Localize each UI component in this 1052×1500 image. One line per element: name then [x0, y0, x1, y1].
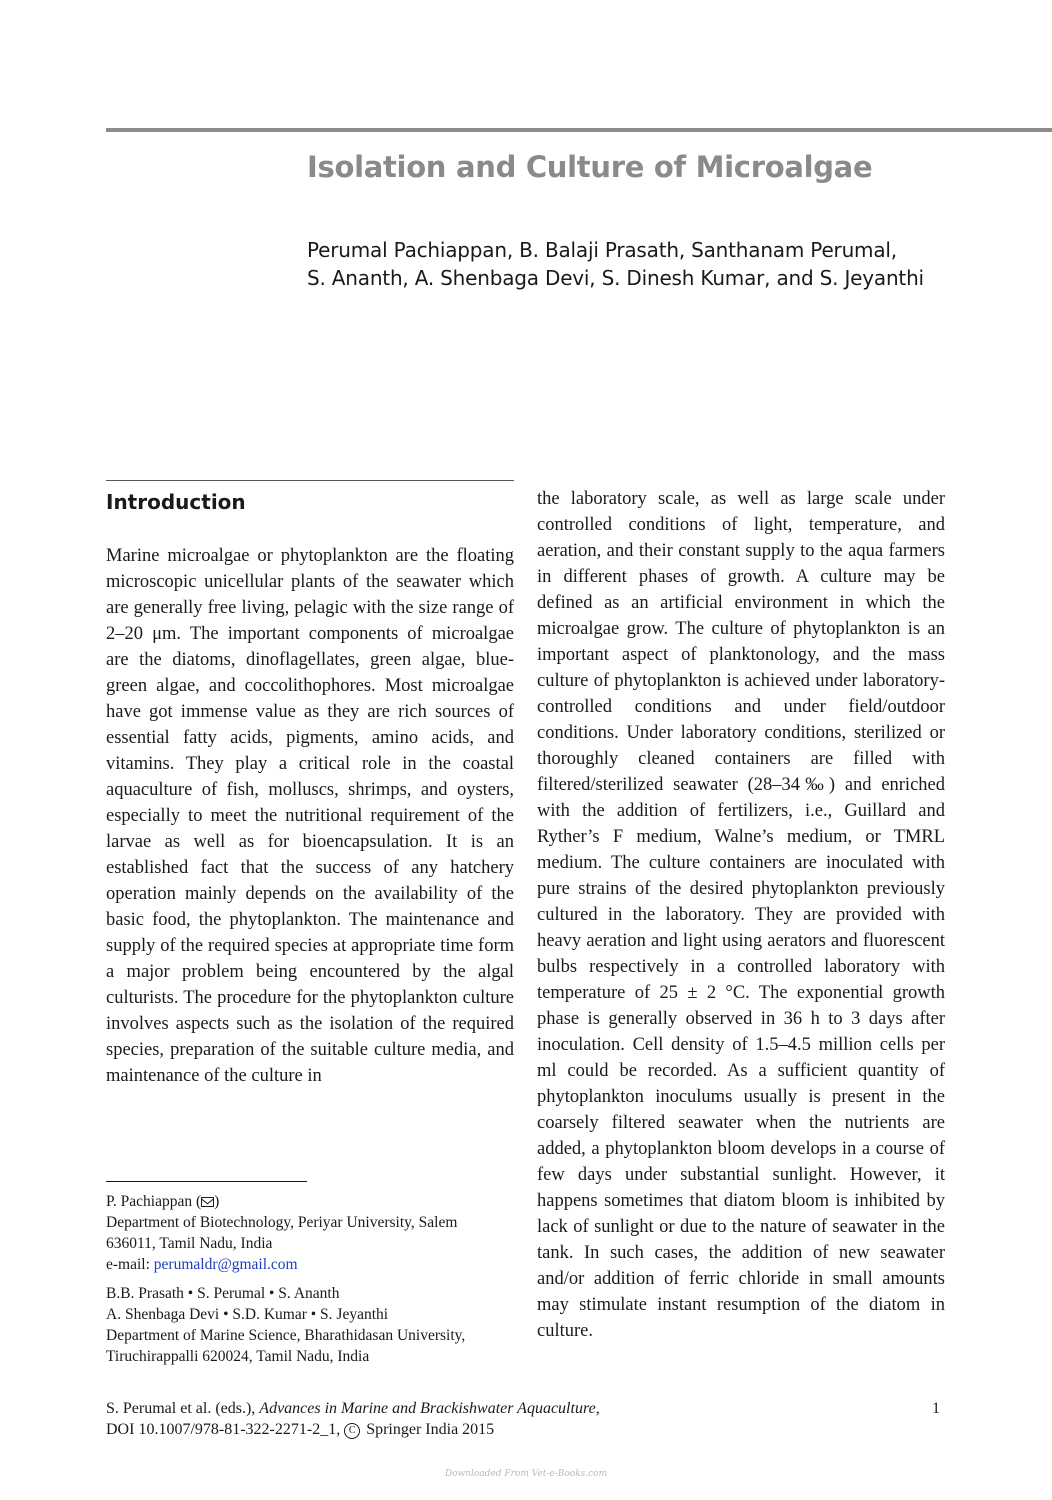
envelope-icon[interactable]	[201, 1197, 214, 1207]
book-title: Advances in Marine and Brackishwater Aquaculture	[259, 1400, 596, 1417]
email-label: e-mail:	[106, 1256, 154, 1273]
email-line	[106, 1254, 526, 1275]
chapter-title: Isolation and Culture of Microalgae	[307, 150, 873, 184]
authors-line-1: Perumal Pachiappan, B. Balaji Prasath, Santhanam Perumal,	[307, 238, 897, 262]
page-number: 1	[932, 1400, 940, 1417]
copyright-icon: C	[344, 1423, 360, 1439]
footnote-coauthors	[106, 1283, 526, 1367]
footnote-paren: )	[214, 1193, 220, 1210]
citation-suffix: ,	[595, 1400, 600, 1417]
email-link[interactable]: perumaldr@gmail.com	[153, 1256, 298, 1273]
footnote-corresponding-author	[106, 1191, 526, 1275]
body-text-right-column: the laboratory scale, as well as large scale under controlled conditions of light, temperature, and aeration, and their constant supply to the aqua farmers in different phases of growth. A culture may be defined as an artificial environment in which the microalgae grow. The culture of phytoplankton is an important aspect of planktonology, and the mass culture of phytoplankton is achieved under laboratory-controlled conditions and under field/outdoor conditions. Under laboratory conditions, sterilized or thoroughly cleaned containers are filled with filtered/sterilized seawater (28–34‰) and enriched with the addition of fertilizers, i.e., Guillard and Ryther’s F medium, Walne’s medium, or TMRL medium. The culture containers are inoculated with pure strains of the desired phytoplankton previously cultured in the laboratory. They are provided with heavy aeration and light using aerators and fluorescent bulbs respectively in a controlled laboratory with temperature of 25 ± 2 °C. The exponential growth phase is generally observed in 36 h to 3 days after inoculation. Cell density of 1.5–4.5 million cells per ml could be recorded. As a sufficient quantity of phytoplankton inoculums usually is present in the coarsely filtered seawater when the nutrients are added, a phytoplankton bloom develops in a course of few days under substantial sunlight. However, it happens sometimes that diatom bloom is inhibited by lack of sunlight or due to the nature of seawater in the tank. In such cases, the addition of new seawater and/or addition of ferric chloride in small amounts may stimulate instant resumption of the diatom in culture.	[537, 489, 945, 1341]
citation-line-1	[106, 1398, 600, 1419]
footnote-author-line	[106, 1191, 526, 1212]
footnote-rule	[106, 1181, 307, 1182]
author-list	[307, 236, 967, 292]
section-heading: Introduction	[106, 490, 246, 514]
citation-prefix: S. Perumal et al. (eds.),	[106, 1400, 260, 1417]
publisher-text: Springer India 2015	[362, 1421, 495, 1438]
affiliation-2-line-2: Tiruchirappalli 620024, Tamil Nadu, India	[106, 1348, 370, 1365]
authors-line-2: S. Ananth, A. Shenbaga Devi, S. Dinesh Kumar, and S. Jeyanthi	[307, 266, 924, 290]
section-rule	[106, 480, 514, 481]
watermark-text: Downloaded From Vet-e-Books.com	[444, 1469, 608, 1479]
coauthors-line-2: A. Shenbaga Devi • S.D. Kumar • S. Jeyanthi	[106, 1306, 389, 1323]
top-rule	[106, 128, 1052, 132]
citation-footer	[106, 1398, 600, 1440]
affiliation-1-line-1: Department of Biotechnology, Periyar University, Salem	[106, 1214, 458, 1231]
doi-text: DOI 10.1007/978-81-322-2271-2_1,	[106, 1421, 345, 1438]
citation-line-2	[106, 1419, 600, 1440]
affiliation-2-line-1: Department of Marine Science, Bharathidasan University,	[106, 1327, 466, 1344]
affiliation-1-line-2: 636011, Tamil Nadu, India	[106, 1235, 273, 1252]
body-text-left-column: Marine microalgae or phytoplankton are the floating microscopic unicellular plants of the seawater which are generally free living, pelagic with the size range of 2–20 μm. The important components of microalgae are the diatoms, dinoflagellates, green algae, blue-green algae, and coccolithophores. Most microalgae have got immense value as they are rich sources of essential fatty acids, pigments, amino acids, and vitamins. They play a critical role in the coastal aquaculture of fish, molluscs, shrimps, and oysters, especially to meet the nutritional requirement of the larvae as well as for bioencapsulation. It is an established fact that the success of any hatchery operation mainly depends on the availability of the basic food, the phytoplankton. The maintenance and supply of the required species at appropriate time form a major problem being encountered by the algal culturists. The procedure for the phytoplankton culture involves aspects such as the isolation of the required species, preparation of the suitable culture media, and maintenance of the culture in	[106, 546, 514, 1086]
corresponding-author-name: P. Pachiappan (	[106, 1193, 202, 1210]
coauthors-line-1: B.B. Prasath • S. Perumal • S. Ananth	[106, 1285, 340, 1302]
